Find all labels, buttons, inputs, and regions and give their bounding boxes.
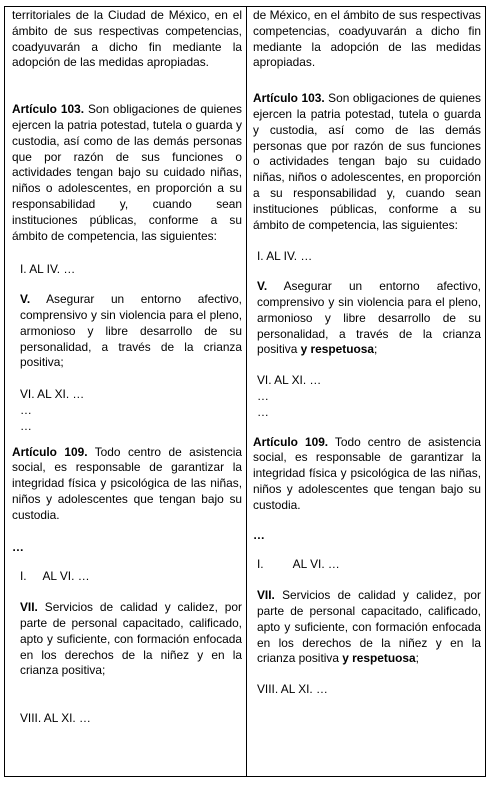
article-103-paragraph [12,102,242,244]
fraction-vii-number: VII. [257,588,275,603]
ellipsis-line: … [20,402,32,417]
article-103-body: Son obligaciones de quienes ejercen la patria potestad, tutela o guarda y custodia, así como de las demás personas que por razón de sus funciones o actividades tengan bajo su cuidado niñas, niños o adolescentes, en proporción a su responsabilidad y, cuando sean instituciones públicas, conforme a su ámbito de competencia, las siguientes: [253,91,481,232]
article-109-paragraph [12,445,242,524]
article-109-title: Artículo 109. [12,444,88,459]
fractions-i-iv: I. AL IV. … [257,249,313,264]
fraction-vii-text: Servicios de calidad y calidez, por parte de personal capacitado, calificado, apto y suficiente, con formación enfocada en los derechos de la niñez y en la crianza positiva [257,588,481,666]
article-109-body: Todo centro de asistencia social, es responsable de garantizar la integridad física y psicológica de las niñas, niños y adolescentes que tengan bajo su custodia. [253,434,481,512]
fraction-vii-paragraph [12,600,242,679]
fraction-vii-paragraph [253,588,481,667]
intro-paragraph: de México, en el ámbito de sus respectivas competencias, coadyuvarán a dicho fin mediante la adopción de las medidas apropiadas. [253,8,481,70]
right-column [247,7,486,776]
fractions-viii-xi: VIII. AL XI. … [20,711,91,726]
fraction-v-added-text: y respetuosa [300,342,374,357]
fraction-v-number: V. [20,292,31,307]
left-column [5,7,246,776]
article-109-body: Todo centro de asistencia social, es responsable de garantizar la integridad física y psicológica de las niñas, niños y adolescentes que tengan bajo su custodia. [12,444,242,522]
article-109-paragraph [253,435,481,514]
comparison-table [4,6,486,777]
fraction-vii-text: Servicios de calidad y calidez, por parte de personal capacitado, calificado, apto y suficiente, con formación enfocada en los derechos de la niñez y en la crianza positiva; [20,600,242,678]
fraction-vii-end: ; [415,651,419,666]
fraction-v-paragraph [12,292,242,371]
article-103-title: Artículo 103. [253,91,325,106]
ellipsis-line: … [12,539,24,554]
fractions-vi-xi: VI. AL XI. … [257,373,322,388]
article-103-body: Son obligaciones de quienes ejercen la patria potestad, tutela o guarda y custodia, así como de las demás personas que por razón de sus funciones o actividades tengan bajo su cuidado niñas, niños o adolescentes, en proporción a su responsabilidad y, cuando sean instituciones públicas, conforme a su ámbito de competencia, las siguientes: [12,102,243,243]
article-103-paragraph [253,91,481,233]
article-103-title: Artículo 103. [12,102,85,117]
ellipsis-line: … [20,418,32,433]
fractions-viii-xi: VIII. AL XI. … [257,682,328,697]
article-109-title: Artículo 109. [253,434,329,449]
fraction-v-paragraph [253,279,481,358]
fraction-v-text: Asegurar un entorno afectivo, comprensivo y sin violencia para el pleno, armonioso y libre desarrollo de su personalidad, a través de la crianza positiva; [20,292,242,370]
fraction-vii-added-text: y respetuosa [342,651,416,666]
fraction-v-number: V. [257,279,268,294]
fraction-v-end: ; [373,342,378,357]
fractions-i-iv: I. AL IV. … [20,262,76,277]
fraction-vii-number: VII. [20,600,38,615]
fractions-i-vi: I. AL VI. … [20,569,90,584]
ellipsis-line: … [257,388,269,403]
fractions-vi-xi: VI. AL XI. … [20,387,85,402]
fraction-v-text: Asegurar un entorno afectivo, comprensivo y sin violencia para el pleno, armonioso y libre desarrollo de su personalidad, a través de la crianza positiva [257,279,481,357]
intro-paragraph: territoriales de la Ciudad de México, en el ámbito de sus respectivas competencias, coadyuvarán a dicho fin mediante la adopción de las medidas apropiadas. [12,8,242,70]
ellipsis-line: … [257,404,269,419]
ellipsis-line: … [253,527,265,542]
fractions-i-vi: I. AL VI. … [257,557,340,572]
